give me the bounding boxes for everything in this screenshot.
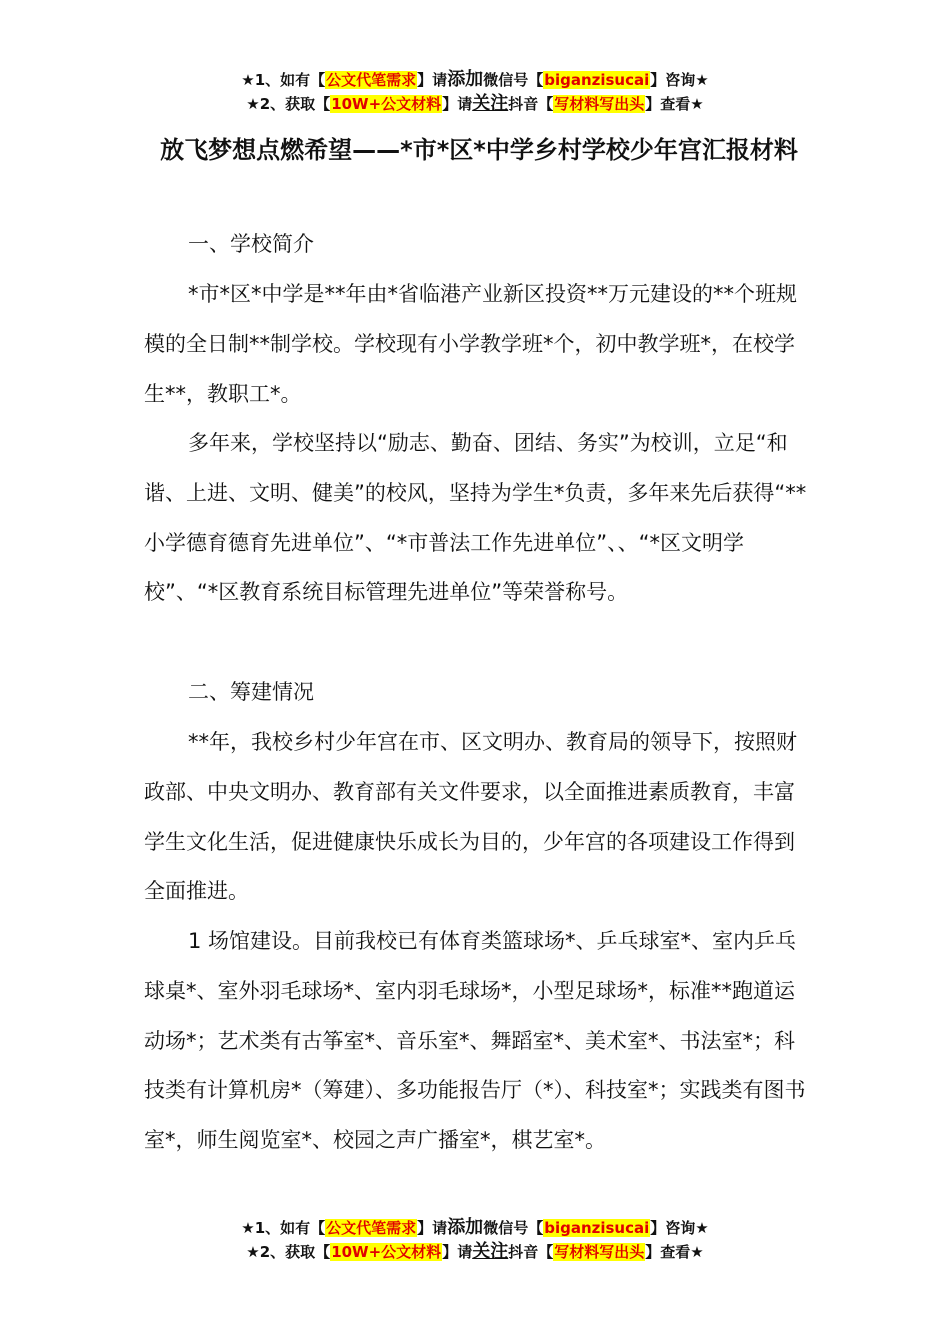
banner-line-1 [0, 1216, 950, 1240]
banner-text: 】请 [417, 71, 448, 89]
banner-highlight-wechat: biganzisucai [544, 1219, 650, 1237]
banner-text: ★1、如有【 [241, 1219, 326, 1237]
banner-text: 】查看★ [645, 1243, 704, 1261]
banner-line-2 [0, 92, 950, 116]
paragraph-venues: 1 场馆建设。目前我校已有体育类篮球场*、乒乓球室*、室内乒乓球桌*、室外羽毛球场*、室内羽毛球场*，小型足球场*，标准**跑道运动场*；艺术类有古筝室*、音乐室*、舞蹈室*、美术室*、书法室*；科技类有计算机房*（筹建）、多功能报告厅（*）、科技室*；实践类有图书室*，师生阅览室*、校园之声广播室*，棋艺室*。 [144, 929, 806, 1153]
banner-text: ★1、如有【 [241, 71, 326, 89]
banner-text: 】查看★ [645, 95, 704, 113]
banner-text: ★2、获取【 [246, 1243, 331, 1261]
section-heading-construction: 二、筹建情况 [188, 680, 314, 704]
banner-text: ★2、获取【 [246, 95, 331, 113]
banner-emphasis: 添加 [447, 69, 484, 90]
banner-text: 微信号【 [483, 71, 544, 89]
banner-text: 】咨询★ [650, 71, 709, 89]
banner-emphasis: 添加 [447, 1217, 484, 1238]
paragraph-intro: *市*区*中学是**年由*省临港产业新区投资**万元建设的**个班规模的全日制**制学校。学校现有小学教学班*个，初中教学班*，在校学生**，教职工*。 [144, 282, 797, 406]
banner-text: 】咨询★ [650, 1219, 709, 1237]
paragraph-honors: 多年来，学校坚持以“励志、勤奋、团结、务实”为校训，立足“和谐、上进、文明、健美”的校风，坚持为学生*负责，多年来先后获得“**小学德育德育先进单位”、“*市普法工作先进单位”、、“*区文明学校”、“*区教育系统目标管理先进单位”等荣誉称号。 [144, 431, 807, 605]
banner-highlight-service: 公文代笔需求 [326, 1219, 417, 1237]
banner-text: 】请 [417, 1219, 448, 1237]
banner-line-1 [0, 68, 950, 92]
banner-text: 】请 [442, 95, 473, 113]
banner-text: 微信号【 [483, 1219, 544, 1237]
banner-highlight-douyin: 写材料写出头 [554, 95, 645, 113]
banner-highlight-douyin: 写材料写出头 [554, 1243, 645, 1261]
banner-highlight-materials: 10W+公文材料 [331, 95, 442, 113]
banner-line-2 [0, 1240, 950, 1264]
banner-text: 抖音【 [508, 95, 554, 113]
banner-text: 】请 [442, 1243, 473, 1261]
banner-highlight-materials: 10W+公文材料 [331, 1243, 442, 1261]
paragraph-construction: **年，我校乡村少年宫在市、区文明办、教育局的领导下，按照财政部、中央文明办、教育部有关文件要求，以全面推进素质教育，丰富学生文化生活，促进健康快乐成长为目的，少年宫的各项建设工作得到全面推进。 [144, 730, 797, 904]
banner-highlight-service: 公文代笔需求 [326, 71, 417, 89]
header-banner [0, 68, 950, 116]
document-title: 放飞梦想点燃希望——*市*区*中学乡村学校少年宫汇报材料 [160, 136, 798, 164]
section-heading-intro: 一、学校简介 [188, 232, 314, 256]
banner-text: 抖音【 [508, 1243, 554, 1261]
footer-banner [0, 1216, 950, 1264]
banner-emphasis: 关注 [472, 93, 509, 114]
banner-emphasis: 关注 [472, 1241, 509, 1262]
banner-highlight-wechat: biganzisucai [544, 71, 650, 89]
